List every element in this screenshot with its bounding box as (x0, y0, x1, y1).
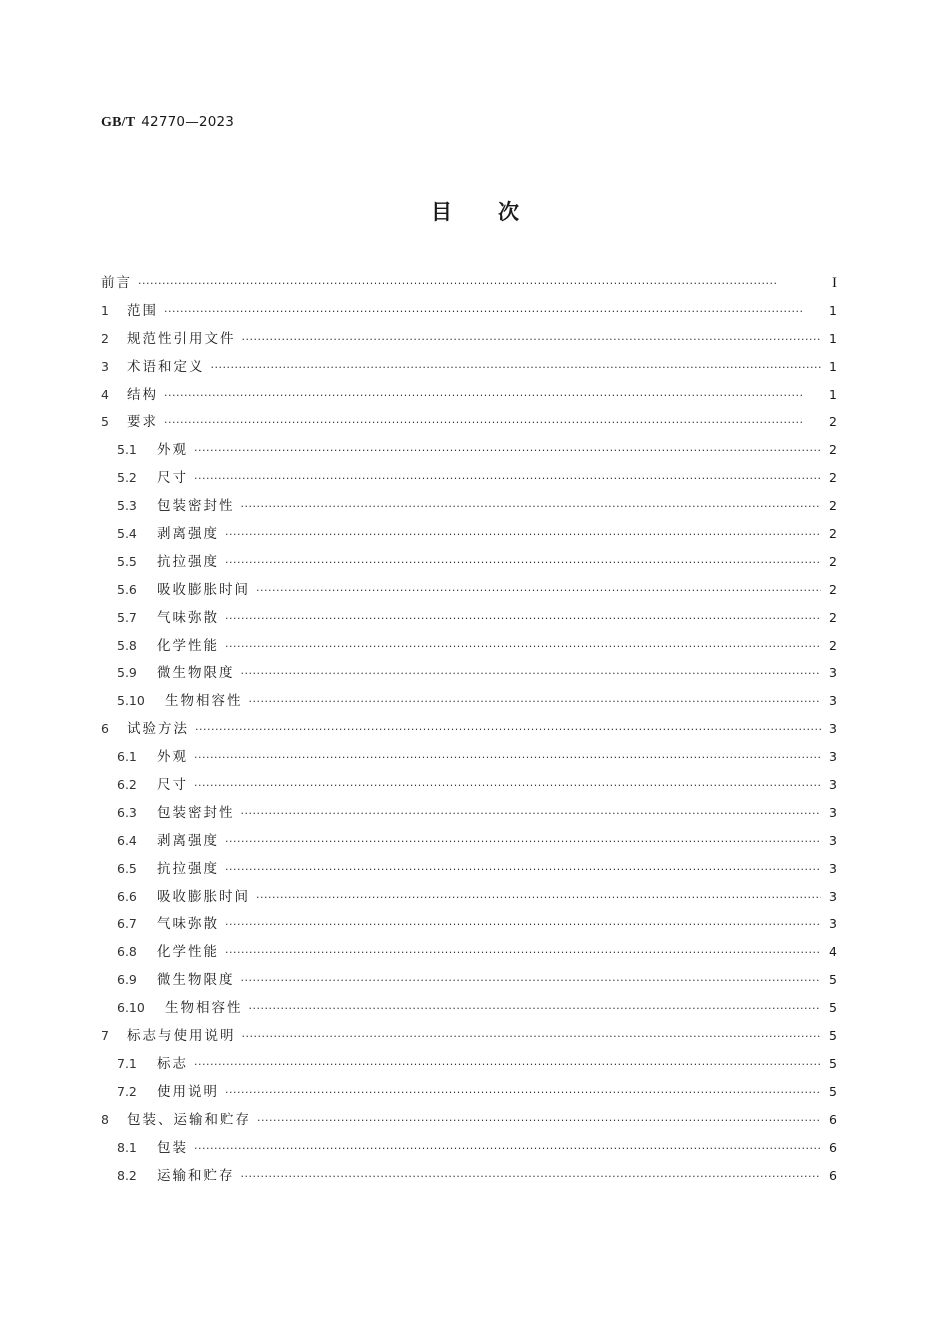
toc-leader-dots (225, 640, 821, 653)
toc-entry-title: 尺寸 (157, 777, 188, 794)
toc-entry-title: 前言 (101, 275, 132, 291)
standard-code-number: 42770—2023 (141, 114, 235, 130)
toc-entry[interactable] (101, 578, 837, 606)
toc-entry[interactable] (101, 912, 837, 940)
toc-leader-dots (164, 416, 821, 429)
toc-leader-dots (241, 500, 822, 513)
toc-entry-number: 5.8 (117, 637, 137, 653)
toc-entry[interactable] (101, 996, 837, 1024)
toc-entry-page: 2 (829, 414, 837, 430)
toc-entry-page: 2 (829, 553, 837, 569)
toc-leader-dots (194, 751, 821, 764)
toc-entry-page: 3 (829, 916, 837, 932)
toc-entry-title: 包装密封性 (157, 498, 235, 515)
toc-entry-title: 使用说明 (157, 1083, 219, 1100)
toc-entry[interactable] (101, 466, 837, 494)
toc-entry[interactable] (101, 606, 837, 634)
toc-entry-number: 4 (101, 386, 109, 402)
toc-entry[interactable] (101, 661, 837, 689)
toc-leader-dots (211, 361, 822, 374)
toc-entry-title: 化学性能 (157, 944, 219, 961)
toc-leader-dots (225, 835, 821, 848)
toc-entry-title: 生物相容性 (165, 1000, 243, 1017)
toc-leader-dots (225, 946, 821, 959)
toc-entry-page: 6 (829, 1139, 837, 1155)
toc-entry-page: 1 (829, 302, 837, 318)
toc-entry-number: 6 (101, 721, 109, 737)
toc-entry-title: 外观 (157, 749, 188, 766)
toc-entry-title: 外观 (157, 442, 188, 459)
toc-entry-title: 生物相容性 (165, 693, 243, 710)
toc-entry[interactable] (101, 1080, 837, 1108)
toc-leader-dots (249, 695, 822, 708)
toc-entry-title: 运输和贮存 (157, 1167, 235, 1184)
toc-entry-page: 2 (829, 637, 837, 653)
toc-entry-title: 微生物限度 (157, 972, 235, 989)
toc-leader-dots (242, 333, 822, 346)
toc-entry[interactable] (101, 829, 837, 857)
toc-entry-title: 抗拉强度 (157, 860, 219, 877)
toc-entry-page: 3 (829, 860, 837, 876)
toc-entry-number: 7 (101, 1028, 109, 1044)
toc-entry-number: 5 (101, 414, 109, 430)
toc-entry-number: 6.10 (117, 1000, 145, 1016)
toc-entry-page: 3 (829, 721, 837, 737)
toc-entry-title: 剥离强度 (157, 832, 219, 849)
toc-entry-number: 3 (101, 358, 109, 374)
toc-entry-page: 2 (829, 526, 837, 542)
toc-entry-number: 6.2 (117, 777, 137, 793)
toc-entry-number: 7.2 (117, 1083, 137, 1099)
toc-entry-number: 5.10 (117, 693, 145, 709)
toc-entry-title: 包装、运输和贮存 (127, 1111, 251, 1128)
toc-entry-page: 2 (829, 581, 837, 597)
toc-entry-number: 6.1 (117, 749, 137, 765)
toc-leader-dots (256, 891, 821, 904)
toc-entry-number: 5.6 (117, 581, 137, 597)
toc-entry-page: 2 (829, 609, 837, 625)
toc-entry-page: 5 (829, 972, 837, 988)
toc-entry-title: 吸收膨胀时间 (157, 581, 250, 598)
toc-entry-number: 8 (101, 1111, 109, 1127)
toc-entry-page: 2 (829, 498, 837, 514)
toc-entry-page: 3 (829, 832, 837, 848)
toc-entry-page: 2 (829, 470, 837, 486)
toc-entry[interactable] (101, 689, 837, 717)
toc-entry-number: 6.5 (117, 860, 137, 876)
toc-entry-number: 6.3 (117, 804, 137, 820)
toc-entry[interactable] (101, 773, 837, 801)
toc-leader-dots (195, 723, 821, 736)
toc-entry-page: 5 (829, 1000, 837, 1016)
toc-entry-page: 1 (829, 358, 837, 374)
toc-entry-number: 8.2 (117, 1167, 137, 1183)
toc-entry-page: 1 (829, 330, 837, 346)
toc-entry-number: 6.8 (117, 944, 137, 960)
toc-entry[interactable] (101, 1136, 837, 1164)
toc-entry[interactable] (101, 745, 837, 773)
toc-entry-number: 7.1 (117, 1055, 137, 1071)
toc-entry[interactable] (101, 327, 837, 355)
toc-entry-number: 6.4 (117, 832, 137, 848)
toc-entry-page: 3 (829, 749, 837, 765)
toc-entry-page: 1 (829, 386, 837, 402)
toc-entry-number: 8.1 (117, 1139, 137, 1155)
toc-entry-title: 结构 (127, 386, 158, 403)
toc-entry-title: 尺寸 (157, 470, 188, 487)
toc-entry-page: 6 (829, 1167, 837, 1183)
toc-entry-title: 吸收膨胀时间 (157, 888, 250, 905)
toc-entry-number: 5.7 (117, 609, 137, 625)
toc-entry[interactable] (101, 717, 837, 745)
toc-leader-dots (241, 974, 822, 987)
toc-entry-title: 包装 (157, 1139, 188, 1156)
toc-entry-number: 6.6 (117, 888, 137, 904)
toc-entry[interactable] (101, 634, 837, 662)
toc-leader-dots (194, 1142, 821, 1155)
toc-entry-title: 术语和定义 (127, 358, 205, 375)
toc-leader-dots (241, 807, 822, 820)
toc-entry-number: 5.1 (117, 442, 137, 458)
toc-entry[interactable] (101, 1164, 837, 1192)
toc-entry[interactable] (101, 355, 837, 383)
toc-entry-page: 3 (829, 804, 837, 820)
toc-entry[interactable] (101, 885, 837, 913)
toc-leader-dots (249, 1002, 822, 1015)
page-title: 目次 (431, 200, 565, 224)
toc-leader-dots (257, 1114, 821, 1127)
toc-entry-title: 气味弥散 (157, 916, 219, 933)
toc-leader-dots (164, 305, 821, 318)
toc-entry-page: 3 (829, 693, 837, 709)
toc-entry-title: 标志 (157, 1055, 188, 1072)
standard-code-prefix: GB/T (101, 115, 136, 130)
toc-entry[interactable] (101, 438, 837, 466)
toc-entry-title: 规范性引用文件 (127, 330, 236, 347)
toc-entry[interactable] (101, 1052, 837, 1080)
toc-entry-page: 5 (829, 1055, 837, 1071)
toc-leader-dots (194, 444, 821, 457)
toc-entry[interactable] (101, 494, 837, 522)
toc-entry[interactable] (101, 1024, 837, 1052)
toc-entry-title: 微生物限度 (157, 665, 235, 682)
toc-entry-number: 5.4 (117, 526, 137, 542)
toc-leader-dots (225, 918, 821, 931)
toc-entry-title: 范围 (127, 302, 158, 319)
toc-entry-number: 5.2 (117, 470, 137, 486)
toc-entry-number: 5.5 (117, 553, 137, 569)
toc-leader-dots (241, 1170, 822, 1183)
toc-leader-dots (164, 389, 821, 402)
toc-leader-dots (194, 779, 821, 792)
toc-entry-number: 6.7 (117, 916, 137, 932)
toc-entry[interactable] (101, 801, 837, 829)
toc-entry-page: 6 (829, 1111, 837, 1127)
toc-leader-dots (194, 1058, 821, 1071)
toc-entry-title: 气味弥散 (157, 609, 219, 626)
toc-entry[interactable] (101, 271, 837, 299)
toc-leader-dots (225, 528, 821, 541)
toc-leader-dots (138, 277, 821, 290)
toc-entry-page: 3 (829, 665, 837, 681)
toc-entry[interactable] (101, 550, 837, 578)
toc-entry[interactable] (101, 410, 837, 438)
toc-entry-title: 化学性能 (157, 637, 219, 654)
toc-entry-page: 3 (829, 777, 837, 793)
toc-entry[interactable] (101, 299, 837, 327)
table-of-contents (101, 271, 837, 1191)
toc-leader-dots (242, 1030, 822, 1043)
toc-entry-page: 5 (829, 1083, 837, 1099)
toc-entry-number: 5.3 (117, 498, 137, 514)
toc-entry[interactable] (101, 522, 837, 550)
toc-entry-title: 标志与使用说明 (127, 1028, 236, 1045)
toc-entry-title: 要求 (127, 414, 158, 431)
toc-entry[interactable] (101, 940, 837, 968)
toc-entry[interactable] (101, 383, 837, 411)
toc-leader-dots (225, 556, 821, 569)
toc-entry-title: 试验方法 (127, 721, 189, 738)
toc-entry-page: 5 (829, 1028, 837, 1044)
toc-entry-page: 2 (829, 442, 837, 458)
toc-leader-dots (225, 863, 821, 876)
toc-entry[interactable] (101, 1108, 837, 1136)
standard-code (101, 114, 234, 131)
toc-leader-dots (194, 472, 821, 485)
toc-entry-number: 2 (101, 330, 109, 346)
toc-leader-dots (225, 612, 821, 625)
toc-entry[interactable] (101, 968, 837, 996)
toc-leader-dots (256, 584, 821, 597)
toc-entry-title: 包装密封性 (157, 804, 235, 821)
toc-leader-dots (241, 667, 822, 680)
toc-entry-number: 1 (101, 302, 109, 318)
toc-entry-title: 抗拉强度 (157, 553, 219, 570)
toc-entry-number: 5.9 (117, 665, 137, 681)
toc-entry-page: 3 (829, 888, 837, 904)
toc-entry-title: 剥离强度 (157, 526, 219, 543)
toc-leader-dots (225, 1086, 821, 1099)
toc-entry-page: 4 (829, 944, 837, 960)
toc-entry-number: 6.9 (117, 972, 137, 988)
toc-entry[interactable] (101, 857, 837, 885)
toc-entry-page: I (832, 275, 837, 291)
